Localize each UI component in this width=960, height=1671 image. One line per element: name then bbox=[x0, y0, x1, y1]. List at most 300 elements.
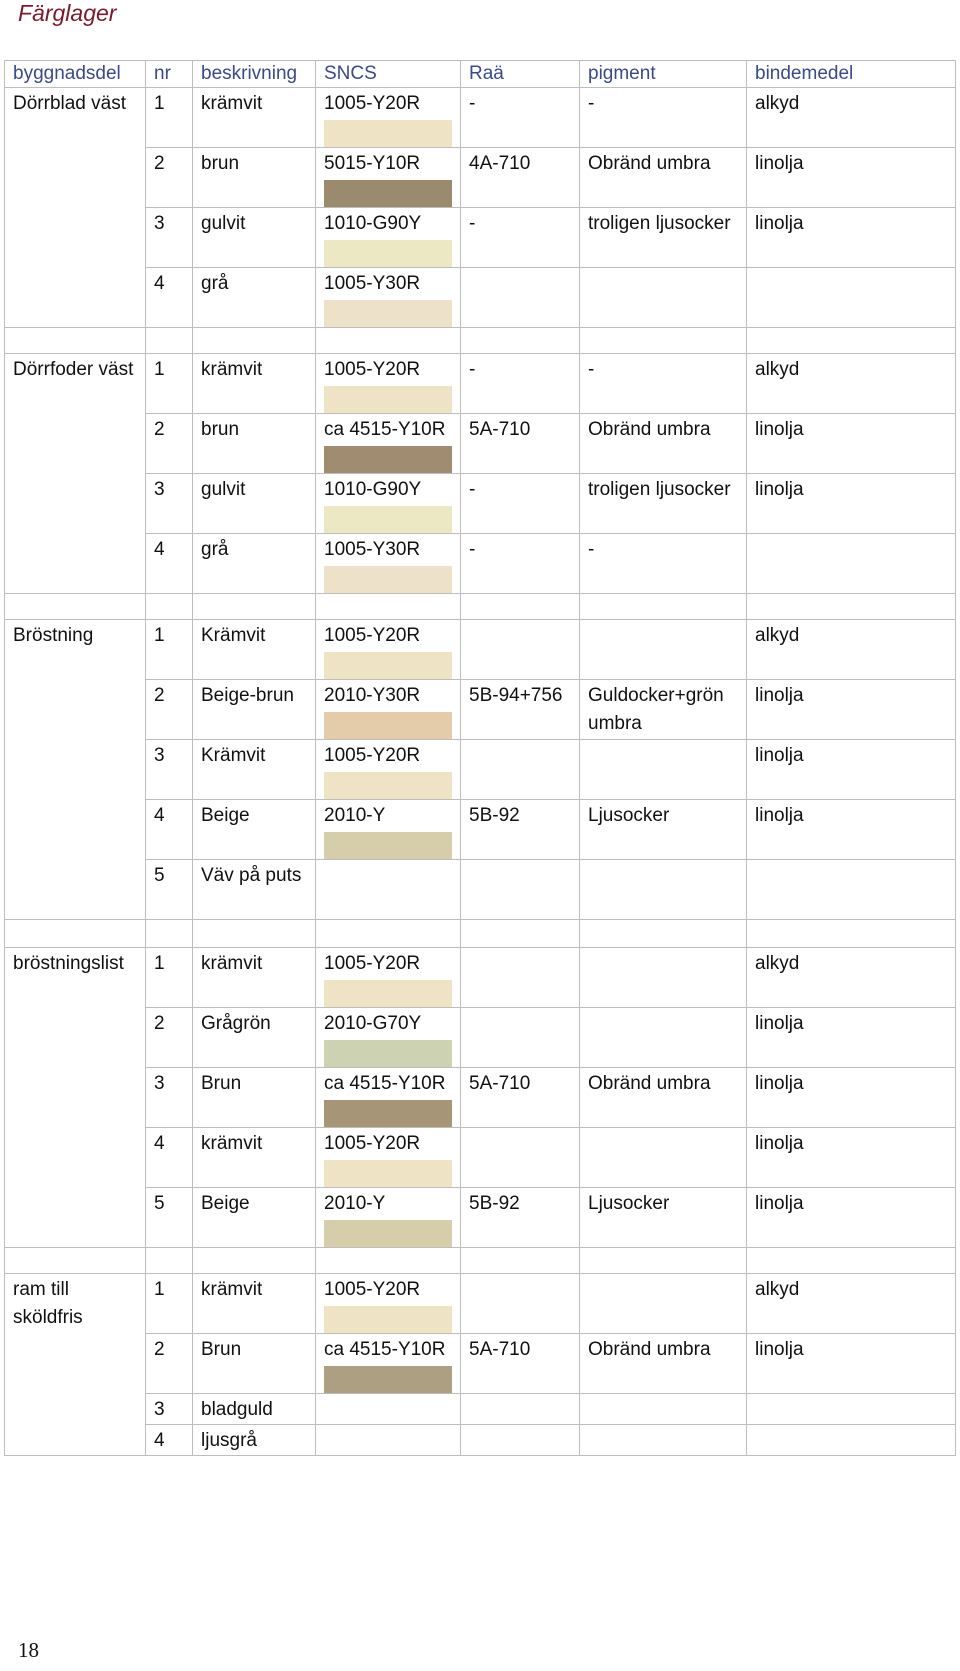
cell-beskrivning bbox=[193, 1274, 316, 1334]
table-row bbox=[5, 1394, 956, 1425]
cell-beskrivning-text: bladguld bbox=[201, 1399, 273, 1420]
cell-beskrivning-text: Brun bbox=[201, 1073, 242, 1094]
cell-bindemedel-text: linolja bbox=[755, 1193, 804, 1214]
cell-bindemedel bbox=[747, 680, 956, 740]
cell-bindemedel bbox=[747, 1274, 956, 1334]
cell-bindemedel-text: linolja bbox=[755, 1073, 804, 1094]
cell-nr bbox=[146, 1068, 193, 1128]
spacer-cell bbox=[5, 594, 146, 620]
cell-bindemedel bbox=[747, 1334, 956, 1394]
spacer-cell bbox=[747, 328, 956, 354]
cell-bindemedel-text: alkyd bbox=[755, 93, 800, 114]
table-row bbox=[5, 948, 956, 1008]
cell-sncs-text: 1005-Y30R bbox=[324, 539, 421, 560]
cell-pigment bbox=[580, 948, 747, 1008]
cell-bindemedel-text: alkyd bbox=[755, 953, 800, 974]
cell-beskrivning-text: Brun bbox=[201, 1339, 242, 1360]
cell-raa bbox=[461, 860, 580, 920]
spacer-cell bbox=[5, 328, 146, 354]
cell-sncs-text: 1005-Y20R bbox=[324, 625, 421, 646]
color-swatch bbox=[324, 1220, 452, 1247]
cell-bindemedel-text: linolja bbox=[755, 213, 804, 234]
cell-bindemedel bbox=[747, 740, 956, 800]
cell-beskrivning bbox=[193, 680, 316, 740]
cell-nr bbox=[146, 414, 193, 474]
cell-pigment-text: - bbox=[588, 539, 595, 560]
cell-beskrivning-text: grå bbox=[201, 273, 229, 294]
cell-nr bbox=[146, 1128, 193, 1188]
cell-raa bbox=[461, 1425, 580, 1456]
cell-pigment bbox=[580, 1128, 747, 1188]
cell-beskrivning-text: Väv på puts bbox=[201, 865, 302, 886]
cell-pigment bbox=[580, 740, 747, 800]
cell-beskrivning bbox=[193, 620, 316, 680]
color-swatch bbox=[324, 180, 452, 207]
cell-nr-text: 2 bbox=[154, 685, 165, 706]
cell-raa-text: 5A-710 bbox=[469, 1339, 531, 1360]
header-raa: Raä bbox=[461, 61, 580, 88]
cell-nr bbox=[146, 88, 193, 148]
cell-pigment bbox=[580, 1068, 747, 1128]
cell-nr-text: 1 bbox=[154, 359, 165, 380]
cell-nr bbox=[146, 800, 193, 860]
cell-nr-text: 2 bbox=[154, 1339, 165, 1360]
cell-nr bbox=[146, 860, 193, 920]
cell-nr bbox=[146, 534, 193, 594]
spacer-cell bbox=[461, 328, 580, 354]
cell-nr-text: 5 bbox=[154, 1193, 165, 1214]
cell-sncs bbox=[316, 1188, 461, 1248]
cell-raa bbox=[461, 354, 580, 414]
page-number: 18 bbox=[18, 1638, 39, 1662]
cell-raa bbox=[461, 1334, 580, 1394]
cell-beskrivning bbox=[193, 268, 316, 328]
color-swatch bbox=[324, 386, 452, 413]
cell-bindemedel bbox=[747, 620, 956, 680]
spacer-cell bbox=[316, 594, 461, 620]
cell-beskrivning-text: krämvit bbox=[201, 953, 263, 974]
color-swatch bbox=[324, 300, 452, 327]
cell-nr-text: 1 bbox=[154, 953, 165, 974]
cell-bindemedel-text: linolja bbox=[755, 1013, 804, 1034]
table-row bbox=[5, 800, 956, 860]
cell-raa bbox=[461, 268, 580, 328]
spacer-cell bbox=[461, 594, 580, 620]
cell-sncs-text: 2010-G70Y bbox=[324, 1013, 422, 1034]
cell-bindemedel bbox=[747, 1128, 956, 1188]
color-swatch bbox=[324, 1100, 452, 1127]
cell-beskrivning bbox=[193, 474, 316, 534]
spacer-cell bbox=[747, 920, 956, 948]
cell-pigment bbox=[580, 680, 747, 740]
cell-byggnadsdel bbox=[5, 88, 146, 328]
spacer-cell bbox=[580, 1248, 747, 1274]
cell-beskrivning bbox=[193, 860, 316, 920]
cell-pigment bbox=[580, 860, 747, 920]
cell-bindemedel-text: linolja bbox=[755, 1339, 804, 1360]
cell-nr bbox=[146, 680, 193, 740]
cell-beskrivning-text: gulvit bbox=[201, 213, 246, 234]
cell-raa-text: - bbox=[469, 213, 476, 234]
cell-nr-text: 4 bbox=[154, 1430, 165, 1451]
spacer-cell bbox=[580, 594, 747, 620]
color-swatch bbox=[324, 712, 452, 739]
cell-sncs-text: 1005-Y20R bbox=[324, 1279, 421, 1300]
cell-raa bbox=[461, 1188, 580, 1248]
cell-bindemedel bbox=[747, 354, 956, 414]
color-swatch bbox=[324, 446, 452, 473]
cell-beskrivning bbox=[193, 1008, 316, 1068]
cell-beskrivning bbox=[193, 414, 316, 474]
cell-bindemedel bbox=[747, 1188, 956, 1248]
cell-nr bbox=[146, 1334, 193, 1394]
table-row bbox=[5, 208, 956, 268]
cell-sncs bbox=[316, 1334, 461, 1394]
color-swatch bbox=[324, 832, 452, 859]
cell-sncs-text: 1005-Y20R bbox=[324, 1133, 421, 1154]
cell-bindemedel bbox=[747, 414, 956, 474]
cell-sncs bbox=[316, 354, 461, 414]
cell-bindemedel-text: linolja bbox=[755, 419, 804, 440]
cell-pigment bbox=[580, 474, 747, 534]
page-title: Färglager bbox=[18, 0, 117, 26]
cell-bindemedel bbox=[747, 860, 956, 920]
cell-sncs bbox=[316, 680, 461, 740]
cell-nr bbox=[146, 620, 193, 680]
cell-pigment bbox=[580, 620, 747, 680]
cell-bindemedel-text: linolja bbox=[755, 153, 804, 174]
spacer-row bbox=[5, 920, 956, 948]
cell-pigment-text: Ljusocker bbox=[588, 1193, 670, 1214]
spacer-cell bbox=[5, 1248, 146, 1274]
cell-pigment bbox=[580, 414, 747, 474]
cell-sncs-text: 1005-Y20R bbox=[324, 745, 421, 766]
cell-bindemedel bbox=[747, 88, 956, 148]
cell-raa bbox=[461, 1128, 580, 1188]
cell-sncs bbox=[316, 414, 461, 474]
cell-byggnadsdel-text: ram till sköldfris bbox=[13, 1279, 83, 1328]
cell-beskrivning bbox=[193, 1425, 316, 1456]
spacer-cell bbox=[747, 1248, 956, 1274]
cell-nr bbox=[146, 1274, 193, 1334]
cell-raa bbox=[461, 208, 580, 268]
cell-beskrivning bbox=[193, 1188, 316, 1248]
cell-raa bbox=[461, 1274, 580, 1334]
cell-raa bbox=[461, 680, 580, 740]
color-swatch bbox=[324, 772, 452, 799]
table-row bbox=[5, 1188, 956, 1248]
cell-raa bbox=[461, 948, 580, 1008]
spacer-cell bbox=[5, 920, 146, 948]
spacer-cell bbox=[747, 594, 956, 620]
cell-nr bbox=[146, 474, 193, 534]
cell-sncs bbox=[316, 1274, 461, 1334]
spacer-row bbox=[5, 328, 956, 354]
header-bindemedel: bindemedel bbox=[747, 61, 956, 88]
cell-nr bbox=[146, 1188, 193, 1248]
table-row bbox=[5, 1068, 956, 1128]
cell-bindemedel-text: alkyd bbox=[755, 625, 800, 646]
cell-raa-text: - bbox=[469, 93, 476, 114]
table-row bbox=[5, 474, 956, 534]
spacer-cell bbox=[146, 594, 193, 620]
cell-sncs-text: 1010-G90Y bbox=[324, 479, 422, 500]
cell-nr-text: 1 bbox=[154, 1279, 165, 1300]
table-row bbox=[5, 88, 956, 148]
cell-raa bbox=[461, 474, 580, 534]
cell-sncs-text: 5015-Y10R bbox=[324, 153, 421, 174]
cell-raa bbox=[461, 1008, 580, 1068]
cell-raa bbox=[461, 88, 580, 148]
cell-nr-text: 2 bbox=[154, 153, 165, 174]
cell-pigment-text: troligen ljusocker bbox=[588, 213, 731, 234]
table-row bbox=[5, 680, 956, 740]
color-layer-table bbox=[4, 60, 956, 1456]
cell-nr-text: 3 bbox=[154, 213, 165, 234]
cell-pigment bbox=[580, 1274, 747, 1334]
spacer-cell bbox=[193, 328, 316, 354]
table-row bbox=[5, 740, 956, 800]
header-beskrivning: beskrivning bbox=[193, 61, 316, 88]
cell-beskrivning bbox=[193, 148, 316, 208]
cell-nr-text: 1 bbox=[154, 93, 165, 114]
table-row bbox=[5, 414, 956, 474]
color-swatch bbox=[324, 120, 452, 147]
cell-byggnadsdel bbox=[5, 354, 146, 594]
cell-beskrivning bbox=[193, 1128, 316, 1188]
cell-sncs bbox=[316, 800, 461, 860]
cell-pigment bbox=[580, 1425, 747, 1456]
header-nr: nr bbox=[146, 61, 193, 88]
cell-raa bbox=[461, 534, 580, 594]
cell-beskrivning bbox=[193, 1394, 316, 1425]
cell-sncs-text: ca 4515-Y10R bbox=[324, 1073, 446, 1094]
spacer-row bbox=[5, 594, 956, 620]
cell-bindemedel bbox=[747, 1008, 956, 1068]
cell-pigment-text: Guldocker+grön umbra bbox=[588, 685, 724, 734]
cell-beskrivning-text: ljusgrå bbox=[201, 1430, 257, 1451]
cell-bindemedel bbox=[747, 148, 956, 208]
cell-sncs bbox=[316, 1425, 461, 1456]
table-row bbox=[5, 268, 956, 328]
color-swatch bbox=[324, 1306, 452, 1333]
cell-sncs bbox=[316, 534, 461, 594]
cell-nr-text: 3 bbox=[154, 479, 165, 500]
cell-beskrivning-text: Beige-brun bbox=[201, 685, 294, 706]
spacer-cell bbox=[580, 920, 747, 948]
cell-raa-text: 5A-710 bbox=[469, 419, 531, 440]
cell-bindemedel bbox=[747, 208, 956, 268]
cell-nr bbox=[146, 740, 193, 800]
spacer-cell bbox=[316, 328, 461, 354]
cell-bindemedel bbox=[747, 1394, 956, 1425]
table-row bbox=[5, 1008, 956, 1068]
cell-byggnadsdel bbox=[5, 620, 146, 920]
cell-nr-text: 4 bbox=[154, 805, 165, 826]
cell-nr-text: 2 bbox=[154, 1013, 165, 1034]
cell-nr bbox=[146, 1394, 193, 1425]
cell-raa-text: - bbox=[469, 539, 476, 560]
cell-bindemedel-text: linolja bbox=[755, 479, 804, 500]
cell-bindemedel-text: linolja bbox=[755, 685, 804, 706]
cell-nr bbox=[146, 268, 193, 328]
table-row bbox=[5, 534, 956, 594]
color-swatch bbox=[324, 1160, 452, 1187]
cell-byggnadsdel-text: Dörrblad väst bbox=[13, 93, 126, 114]
cell-bindemedel bbox=[747, 800, 956, 860]
cell-sncs bbox=[316, 1128, 461, 1188]
table-row bbox=[5, 1274, 956, 1334]
cell-nr-text: 4 bbox=[154, 1133, 165, 1154]
cell-pigment-text: Obränd umbra bbox=[588, 419, 711, 440]
cell-beskrivning-text: brun bbox=[201, 419, 240, 440]
spacer-cell bbox=[146, 328, 193, 354]
color-swatch bbox=[324, 506, 452, 533]
cell-nr bbox=[146, 354, 193, 414]
cell-byggnadsdel-text: bröstningslist bbox=[13, 953, 124, 974]
cell-pigment-text: Obränd umbra bbox=[588, 1073, 711, 1094]
cell-pigment bbox=[580, 1188, 747, 1248]
cell-beskrivning bbox=[193, 1334, 316, 1394]
color-swatch bbox=[324, 980, 452, 1007]
cell-raa bbox=[461, 1068, 580, 1128]
cell-raa-text: 5B-94+756 bbox=[469, 685, 563, 706]
cell-beskrivning-text: krämvit bbox=[201, 93, 263, 114]
cell-beskrivning-text: Krämvit bbox=[201, 745, 266, 766]
cell-sncs bbox=[316, 948, 461, 1008]
cell-bindemedel-text: linolja bbox=[755, 745, 804, 766]
cell-sncs-text: 1005-Y20R bbox=[324, 359, 421, 380]
cell-sncs bbox=[316, 148, 461, 208]
table-row bbox=[5, 354, 956, 414]
cell-pigment bbox=[580, 1394, 747, 1425]
cell-beskrivning bbox=[193, 740, 316, 800]
cell-beskrivning bbox=[193, 534, 316, 594]
cell-beskrivning bbox=[193, 88, 316, 148]
cell-nr bbox=[146, 1008, 193, 1068]
cell-beskrivning bbox=[193, 1068, 316, 1128]
cell-pigment bbox=[580, 1008, 747, 1068]
cell-beskrivning-text: Beige bbox=[201, 1193, 250, 1214]
cell-nr-text: 1 bbox=[154, 625, 165, 646]
cell-bindemedel-text: linolja bbox=[755, 1133, 804, 1154]
spacer-cell bbox=[316, 920, 461, 948]
cell-nr bbox=[146, 948, 193, 1008]
cell-nr bbox=[146, 148, 193, 208]
cell-raa bbox=[461, 800, 580, 860]
cell-raa-text: - bbox=[469, 479, 476, 500]
header-byggnadsdel: byggnadsdel bbox=[5, 61, 146, 88]
color-swatch bbox=[324, 566, 452, 593]
cell-pigment bbox=[580, 800, 747, 860]
cell-bindemedel bbox=[747, 1068, 956, 1128]
cell-sncs-text: 2010-Y30R bbox=[324, 685, 421, 706]
color-swatch bbox=[324, 1040, 452, 1067]
header-sncs: SNCS bbox=[316, 61, 461, 88]
cell-raa-text: 5B-92 bbox=[469, 1193, 520, 1214]
spacer-row bbox=[5, 1248, 956, 1274]
cell-pigment-text: Obränd umbra bbox=[588, 1339, 711, 1360]
spacer-cell bbox=[461, 1248, 580, 1274]
cell-raa-text: 5B-92 bbox=[469, 805, 520, 826]
cell-nr-text: 3 bbox=[154, 1073, 165, 1094]
cell-nr bbox=[146, 208, 193, 268]
cell-bindemedel bbox=[747, 268, 956, 328]
cell-nr-text: 5 bbox=[154, 865, 165, 886]
cell-sncs bbox=[316, 88, 461, 148]
cell-beskrivning-text: brun bbox=[201, 153, 240, 174]
cell-byggnadsdel-text: Bröstning bbox=[13, 625, 94, 646]
cell-beskrivning-text: Krämvit bbox=[201, 625, 266, 646]
spacer-cell bbox=[146, 1248, 193, 1274]
cell-nr-text: 4 bbox=[154, 273, 165, 294]
cell-sncs bbox=[316, 860, 461, 920]
spacer-cell bbox=[461, 920, 580, 948]
cell-beskrivning-text: krämvit bbox=[201, 359, 263, 380]
cell-raa-text: 4A-710 bbox=[469, 153, 531, 174]
cell-beskrivning-text: krämvit bbox=[201, 1279, 263, 1300]
cell-sncs-text: ca 4515-Y10R bbox=[324, 419, 446, 440]
cell-nr-text: 3 bbox=[154, 745, 165, 766]
cell-raa bbox=[461, 148, 580, 208]
cell-sncs-text: 1005-Y30R bbox=[324, 273, 421, 294]
cell-beskrivning-text: gulvit bbox=[201, 479, 246, 500]
table-row bbox=[5, 1128, 956, 1188]
cell-sncs-text: ca 4515-Y10R bbox=[324, 1339, 446, 1360]
cell-pigment bbox=[580, 208, 747, 268]
cell-sncs bbox=[316, 1068, 461, 1128]
spacer-cell bbox=[193, 594, 316, 620]
cell-sncs bbox=[316, 268, 461, 328]
cell-pigment bbox=[580, 354, 747, 414]
cell-pigment-text: Ljusocker bbox=[588, 805, 670, 826]
cell-bindemedel bbox=[747, 474, 956, 534]
cell-sncs bbox=[316, 740, 461, 800]
cell-beskrivning-text: krämvit bbox=[201, 1133, 263, 1154]
cell-raa bbox=[461, 1394, 580, 1425]
cell-beskrivning-text: Beige bbox=[201, 805, 250, 826]
cell-sncs bbox=[316, 1394, 461, 1425]
cell-raa-text: 5A-710 bbox=[469, 1073, 531, 1094]
cell-nr-text: 2 bbox=[154, 419, 165, 440]
cell-byggnadsdel-text: Dörrfoder väst bbox=[13, 359, 134, 380]
cell-bindemedel-text: alkyd bbox=[755, 359, 800, 380]
color-swatch bbox=[324, 1366, 452, 1393]
cell-bindemedel-text: alkyd bbox=[755, 1279, 800, 1300]
cell-beskrivning bbox=[193, 354, 316, 414]
cell-sncs-text: 1005-Y20R bbox=[324, 953, 421, 974]
cell-bindemedel bbox=[747, 534, 956, 594]
cell-byggnadsdel bbox=[5, 1274, 146, 1456]
color-swatch bbox=[324, 240, 452, 267]
table-row bbox=[5, 620, 956, 680]
cell-sncs-text: 1010-G90Y bbox=[324, 213, 422, 234]
cell-pigment-text: troligen ljusocker bbox=[588, 479, 731, 500]
cell-pigment-text: Obränd umbra bbox=[588, 153, 711, 174]
cell-beskrivning bbox=[193, 800, 316, 860]
cell-nr-text: 4 bbox=[154, 539, 165, 560]
spacer-cell bbox=[146, 920, 193, 948]
spacer-cell bbox=[193, 1248, 316, 1274]
header-pigment: pigment bbox=[580, 61, 747, 88]
color-swatch bbox=[324, 652, 452, 679]
cell-raa bbox=[461, 620, 580, 680]
cell-raa-text: - bbox=[469, 359, 476, 380]
table-row bbox=[5, 860, 956, 920]
header-row bbox=[5, 61, 956, 88]
spacer-cell bbox=[193, 920, 316, 948]
cell-pigment bbox=[580, 1334, 747, 1394]
